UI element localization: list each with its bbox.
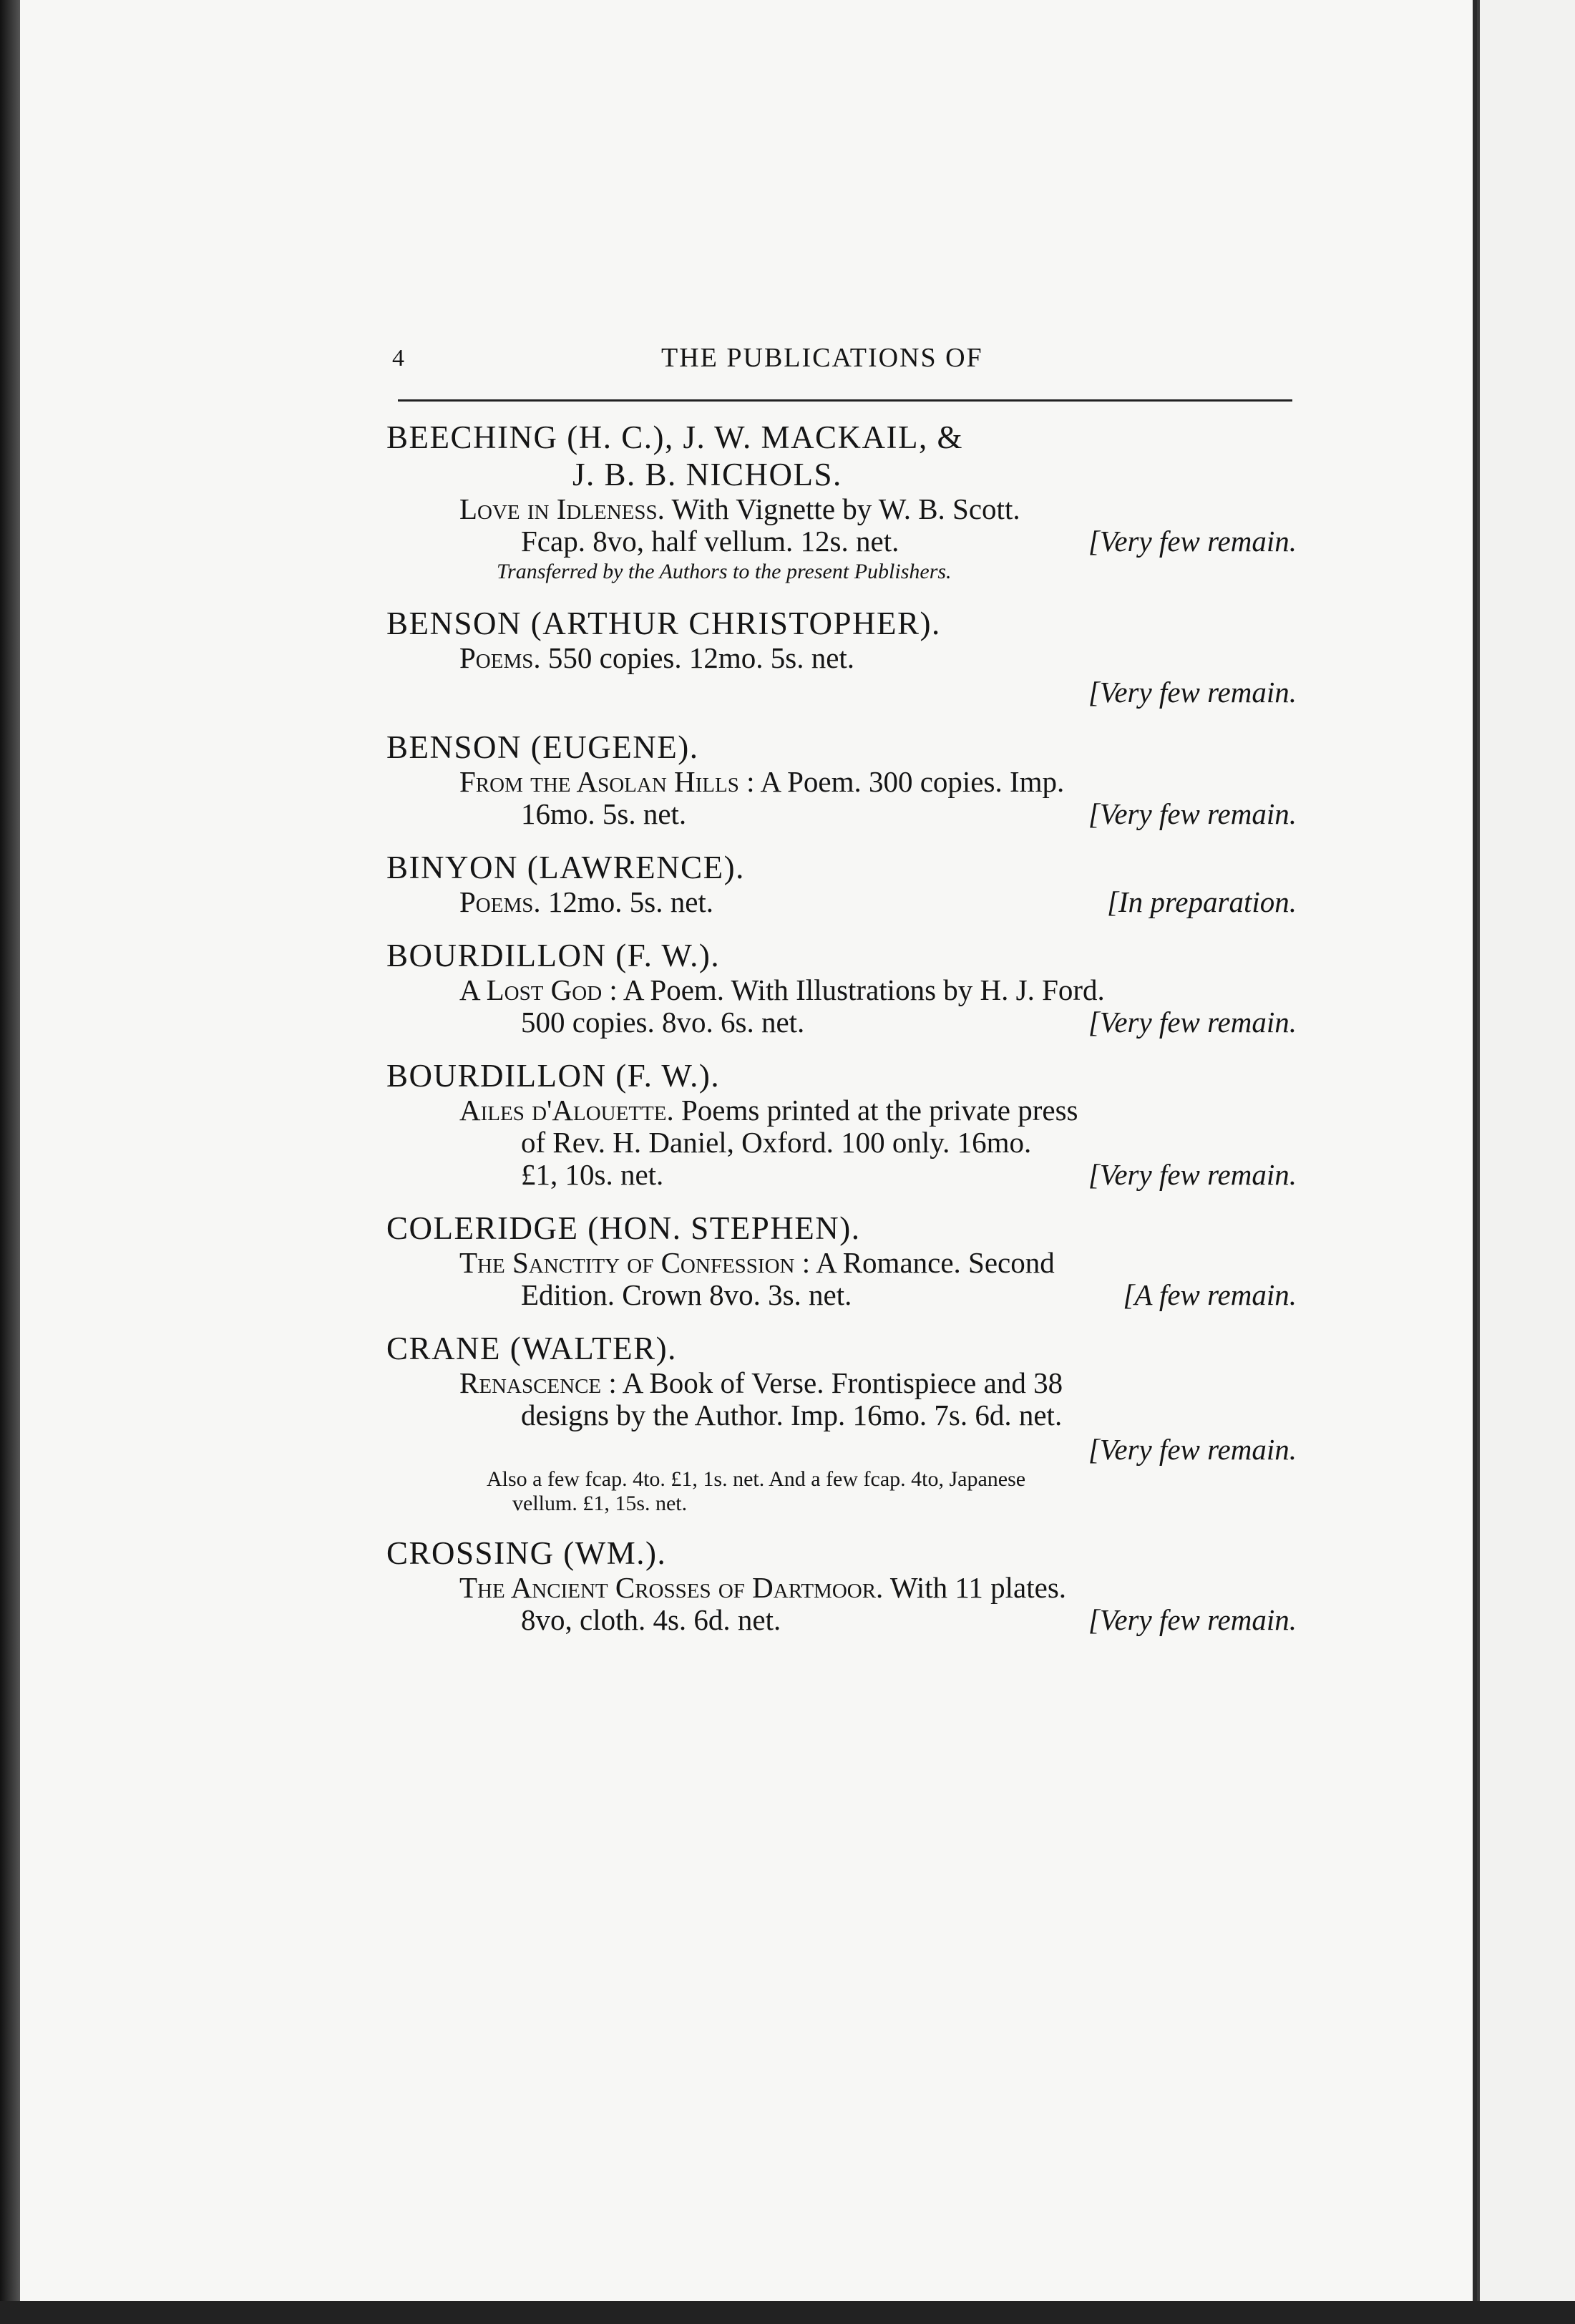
author-name: CRANE (WALTER). — [386, 1331, 677, 1366]
book-title: The Sanctity of Confession : — [459, 1246, 811, 1279]
book-details: designs by the Author. Imp. 16mo. 7s. 6d. net. — [521, 1399, 1063, 1431]
book-details: 16mo. 5s. net. — [521, 797, 687, 830]
page-binding-shadow — [0, 0, 20, 2301]
publication-entry — [386, 849, 1297, 918]
book-details: 500 copies. 8vo. 6s. net. — [521, 1006, 805, 1039]
author-name: BINYON (LAWRENCE). — [386, 850, 745, 885]
book-details: A Romance. Second — [816, 1246, 1055, 1279]
entry-line — [386, 886, 1297, 918]
edition-note-continued: vellum. £1, 15s. net. — [512, 1492, 688, 1515]
book-title: Love in Idleness. — [459, 492, 665, 525]
entry-line — [386, 1006, 1297, 1039]
publication-entry — [386, 419, 1297, 586]
availability-status: [Very few remain. — [1088, 525, 1297, 558]
publication-entry — [386, 937, 1297, 1039]
author-name: BOURDILLON (F. W.). — [386, 1058, 721, 1094]
availability-status: [Very few remain. — [1088, 676, 1297, 709]
book-title: A Lost God : — [459, 973, 618, 1006]
book-title: Poems. — [459, 885, 541, 918]
entry-line — [386, 642, 1297, 674]
book-title: The Ancient Crosses of Dartmoor. — [459, 1571, 884, 1604]
author-name: BENSON (EUGENE). — [386, 729, 699, 765]
book-title: Poems. — [459, 641, 541, 674]
publication-entry — [386, 605, 1297, 710]
availability-status: [Very few remain. — [1088, 1433, 1297, 1466]
entry-line — [386, 1159, 1297, 1191]
author-name: CROSSING (WM.). — [386, 1535, 667, 1571]
publication-entry — [386, 729, 1297, 830]
book-details: With Vignette by W. B. Scott. — [671, 492, 1020, 525]
availability-status: [Very few remain. — [1088, 797, 1297, 830]
entry-line — [386, 1247, 1297, 1279]
entry-line — [386, 1399, 1297, 1431]
publication-entry — [386, 1057, 1297, 1191]
author-name-continued: J. B. B. NICHOLS. — [572, 457, 842, 492]
entry-note — [386, 1467, 1297, 1516]
entry-line — [386, 1279, 1297, 1311]
availability-status: [In preparation. — [1107, 885, 1297, 918]
publication-entry — [386, 1330, 1297, 1516]
publication-entry — [386, 1210, 1297, 1311]
book-details: Edition. Crown 8vo. 3s. net. — [521, 1278, 852, 1311]
header-rule — [398, 399, 1292, 402]
availability-status: [Very few remain. — [1088, 1006, 1297, 1039]
entry-line — [386, 974, 1297, 1006]
book-title: From the Asolan Hills : — [459, 765, 755, 798]
entry-line — [386, 766, 1297, 798]
availability-status: [Very few remain. — [1088, 1158, 1297, 1191]
publication-list — [386, 419, 1297, 1655]
book-details: Fcap. 8vo, half vellum. 12s. net. — [521, 525, 899, 558]
author-name: COLERIDGE (HON. STEPHEN). — [386, 1210, 861, 1246]
entry-line — [386, 525, 1297, 558]
book-details: Poems printed at the private press — [681, 1094, 1078, 1127]
book-details: A Poem. With Illustrations by H. J. Ford. — [623, 973, 1105, 1006]
book-price: £1, 10s. net. — [521, 1158, 664, 1191]
book-details: With 11 plates. — [889, 1571, 1067, 1604]
availability-status: [Very few remain. — [1088, 1603, 1297, 1636]
entry-note: Transferred by the Authors to the present Publishers. — [497, 560, 952, 583]
book-details: 12mo. 5s. net. — [547, 885, 714, 918]
book-title: Renascence : — [459, 1366, 617, 1399]
running-head — [392, 342, 1297, 375]
running-title: THE PUBLICATIONS OF — [661, 343, 983, 373]
book-details: 8vo, cloth. 4s. 6d. net. — [521, 1603, 781, 1636]
entry-line — [386, 798, 1297, 830]
entry-line — [386, 1604, 1297, 1636]
edition-note: Also a few fcap. 4to. £1, 1s. net. And a few fcap. 4to, Japanese — [487, 1467, 1026, 1491]
entry-line — [386, 1367, 1297, 1399]
book-title: Ailes d'Alouette. — [459, 1094, 674, 1127]
availability-status: [A few remain. — [1123, 1278, 1297, 1311]
book-details: A Poem. 300 copies. Imp. — [760, 765, 1065, 798]
page-bottom-shadow — [0, 2301, 1575, 2324]
adjacent-page-edge — [1477, 0, 1575, 2301]
page-number: 4 — [392, 345, 404, 371]
entry-line — [386, 1094, 1297, 1127]
book-details: A Book of Verse. Frontispiece and 38 — [622, 1366, 1063, 1399]
entry-line — [386, 493, 1297, 525]
book-details: of Rev. H. Daniel, Oxford. 100 only. 16mo. — [521, 1126, 1032, 1159]
publication-entry — [386, 1535, 1297, 1636]
entry-line — [386, 1572, 1297, 1604]
entry-line — [386, 1127, 1297, 1159]
author-name: BEECHING (H. C.), J. W. MACKAIL, & — [386, 419, 964, 455]
author-name: BOURDILLON (F. W.). — [386, 938, 721, 973]
author-name: BENSON (ARTHUR CHRISTOPHER). — [386, 606, 941, 641]
book-details: 550 copies. 12mo. 5s. net. — [547, 641, 855, 674]
